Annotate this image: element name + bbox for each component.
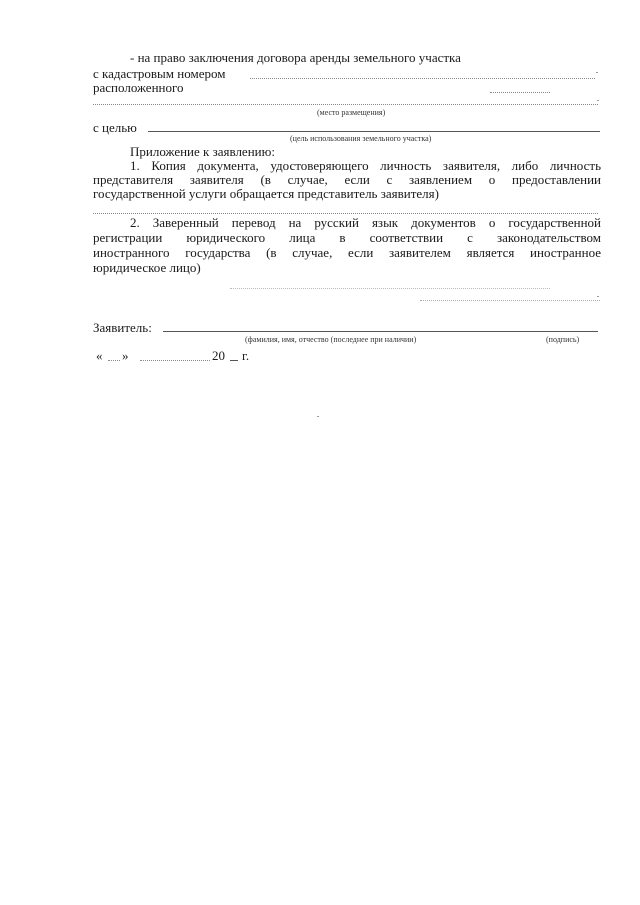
item2-blank-2 xyxy=(420,300,600,301)
date-year-suffix: г. xyxy=(242,348,250,363)
item2-line4: юридическое лицо) xyxy=(93,260,201,275)
lease-right-line: - на право заключения договора аренды земельного участка xyxy=(130,50,461,65)
located-label: расположенного xyxy=(93,80,184,95)
signature-caption: (подпись) xyxy=(546,335,580,344)
date-open-quote: « xyxy=(96,348,103,363)
appendix-title: Приложение к заявлению: xyxy=(130,144,275,159)
applicant-name-blank xyxy=(163,331,598,332)
date-day-blank xyxy=(108,360,120,361)
item2-blank-1 xyxy=(230,288,550,289)
item2-line1: 2. Заверенный перевод на русский язык документов о государственной xyxy=(130,215,601,230)
scan-speck xyxy=(317,416,319,417)
item2-line3: иностранного государства (в случае, если заявителем является иностранное xyxy=(93,245,601,260)
item2-line2: регистрации юридического лица в соответствии с законодательством xyxy=(93,230,601,245)
item1-line1: 1. Копия документа, удостоверяющего личность заявителя, либо личность xyxy=(130,158,601,173)
located-blank-fragment xyxy=(490,92,550,93)
name-caption: (фамилия, имя, отчество (последнее при наличии) xyxy=(245,335,417,344)
date-year-prefix: 20 xyxy=(212,348,225,363)
location-caption: (место размещения) xyxy=(317,108,386,117)
scan-speck xyxy=(597,100,599,101)
applicant-label: Заявитель: xyxy=(93,320,152,335)
scan-speck xyxy=(597,296,599,297)
date-year-blank xyxy=(230,360,238,361)
date-month-blank xyxy=(140,360,210,361)
purpose-label: с целью xyxy=(93,120,137,135)
item1-blank xyxy=(93,213,598,214)
cadastral-label: с кадастровым номером xyxy=(93,66,226,81)
item1-line2: представителя заявителя (в случае, если с заявлением о предоставлении xyxy=(93,172,601,187)
location-blank xyxy=(93,104,598,105)
item1-line3: государственной услуги обращается представитель заявителя) xyxy=(93,186,439,201)
scan-speck xyxy=(596,72,598,73)
purpose-caption: (цель использования земельного участка) xyxy=(290,134,432,143)
date-close-quote: » xyxy=(122,348,129,363)
purpose-blank xyxy=(148,131,600,132)
cadastral-number-blank xyxy=(250,78,595,79)
